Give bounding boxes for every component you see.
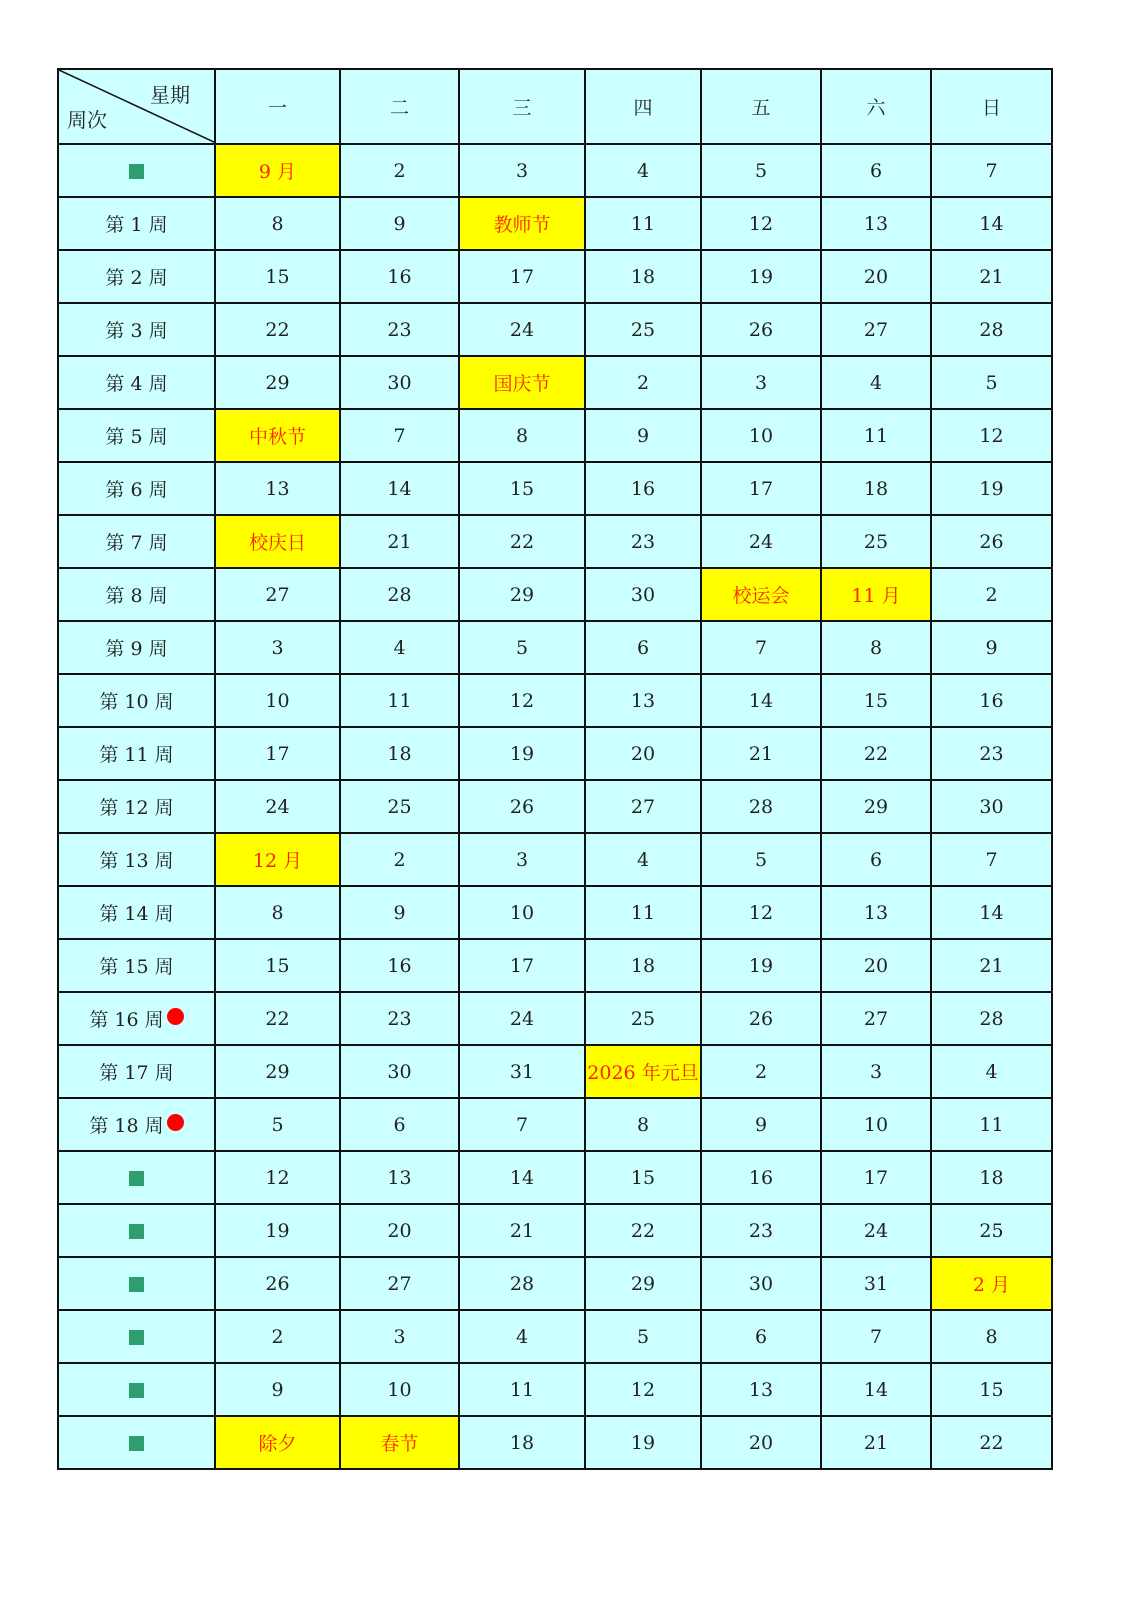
day-cell-fri: 5 — [701, 144, 821, 197]
week-label-cell — [58, 197, 215, 250]
green-square-icon — [129, 1383, 144, 1398]
day-cell-fri: 30 — [701, 1257, 821, 1310]
green-square-icon — [129, 1330, 144, 1345]
day-cell-tue: 10 — [340, 1363, 459, 1416]
day-cell-fri: 5 — [701, 833, 821, 886]
day-cell-sat: 22 — [821, 727, 931, 780]
day-cell-fri: 13 — [701, 1363, 821, 1416]
week-label: 第 12 周 — [99, 797, 174, 819]
week-row — [58, 1416, 1052, 1469]
week-label-cell — [58, 1310, 215, 1363]
day-header-fri: 五 — [701, 69, 821, 144]
day-cell-wed: 22 — [459, 515, 585, 568]
day-cell-sat: 31 — [821, 1257, 931, 1310]
week-label-cell — [58, 568, 215, 621]
week-label-cell — [58, 1416, 215, 1469]
day-cell-mon: 15 — [215, 250, 340, 303]
day-cell-sun: 14 — [931, 886, 1052, 939]
week-label-cell — [58, 462, 215, 515]
day-cell-fri: 20 — [701, 1416, 821, 1469]
day-header-tue: 二 — [340, 69, 459, 144]
week-row — [58, 674, 1052, 727]
day-cell-wed: 7 — [459, 1098, 585, 1151]
day-cell-tue: 13 — [340, 1151, 459, 1204]
day-cell-fri: 19 — [701, 250, 821, 303]
day-cell-wed: 3 — [459, 144, 585, 197]
day-cell-thu: 19 — [585, 1416, 701, 1469]
day-cell-tue: 30 — [340, 1045, 459, 1098]
day-cell-tue: 16 — [340, 250, 459, 303]
day-cell-wed: 18 — [459, 1416, 585, 1469]
day-cell-mon: 26 — [215, 1257, 340, 1310]
day-cell-mon: 29 — [215, 356, 340, 409]
day-cell-sat: 10 — [821, 1098, 931, 1151]
week-label-cell — [58, 515, 215, 568]
day-cell-sun: 30 — [931, 780, 1052, 833]
week-label-cell — [58, 780, 215, 833]
day-cell-mon: 12 — [215, 1151, 340, 1204]
highlighted-day-cell: 校庆日 — [215, 515, 340, 568]
highlighted-day-cell: 校运会 — [701, 568, 821, 621]
week-row — [58, 409, 1052, 462]
week-label-cell — [58, 1363, 215, 1416]
day-cell-sun: 15 — [931, 1363, 1052, 1416]
day-cell-wed: 17 — [459, 250, 585, 303]
week-label-cell — [58, 939, 215, 992]
highlighted-day-cell: 9 月 — [215, 144, 340, 197]
day-cell-sun: 2 — [931, 568, 1052, 621]
week-label: 第 10 周 — [99, 691, 174, 713]
week-row — [58, 992, 1052, 1045]
day-cell-thu: 8 — [585, 1098, 701, 1151]
green-square-icon — [129, 1171, 144, 1186]
day-cell-sat: 6 — [821, 833, 931, 886]
day-cell-sat: 21 — [821, 1416, 931, 1469]
day-cell-sat: 4 — [821, 356, 931, 409]
day-cell-tue: 3 — [340, 1310, 459, 1363]
day-cell-fri: 6 — [701, 1310, 821, 1363]
week-label: 第 5 周 — [105, 426, 168, 448]
day-cell-sat: 11 — [821, 409, 931, 462]
day-cell-sat: 7 — [821, 1310, 931, 1363]
day-cell-sun: 5 — [931, 356, 1052, 409]
day-cell-wed: 12 — [459, 674, 585, 727]
day-cell-sat: 29 — [821, 780, 931, 833]
day-cell-tue: 23 — [340, 303, 459, 356]
week-row — [58, 727, 1052, 780]
week-row — [58, 250, 1052, 303]
day-cell-sat: 13 — [821, 886, 931, 939]
day-cell-fri: 7 — [701, 621, 821, 674]
week-row — [58, 621, 1052, 674]
day-cell-mon: 27 — [215, 568, 340, 621]
day-cell-sun: 23 — [931, 727, 1052, 780]
day-cell-tue: 21 — [340, 515, 459, 568]
day-cell-fri: 26 — [701, 992, 821, 1045]
week-label: 第 4 周 — [105, 373, 168, 395]
header-row — [58, 69, 1052, 144]
day-header-mon: 一 — [215, 69, 340, 144]
day-cell-thu: 29 — [585, 1257, 701, 1310]
highlighted-day-cell: 春节 — [340, 1416, 459, 1469]
day-cell-thu: 16 — [585, 462, 701, 515]
week-label-cell — [58, 303, 215, 356]
day-cell-sun: 8 — [931, 1310, 1052, 1363]
day-header-thu: 四 — [585, 69, 701, 144]
green-square-icon — [129, 1436, 144, 1451]
day-cell-thu: 12 — [585, 1363, 701, 1416]
day-header-sat: 六 — [821, 69, 931, 144]
day-cell-sat: 27 — [821, 992, 931, 1045]
week-label: 第 3 周 — [105, 320, 168, 342]
red-dot-icon — [167, 1008, 184, 1025]
day-cell-wed: 8 — [459, 409, 585, 462]
day-cell-tue: 14 — [340, 462, 459, 515]
day-cell-sat: 24 — [821, 1204, 931, 1257]
day-cell-sat: 15 — [821, 674, 931, 727]
day-cell-thu: 30 — [585, 568, 701, 621]
day-cell-sat: 14 — [821, 1363, 931, 1416]
day-cell-sun: 4 — [931, 1045, 1052, 1098]
day-cell-wed: 21 — [459, 1204, 585, 1257]
week-label: 第 17 周 — [99, 1062, 174, 1084]
week-label: 第 16 周 — [89, 1009, 164, 1031]
day-cell-sat: 20 — [821, 250, 931, 303]
week-row — [58, 1204, 1052, 1257]
school-calendar-table — [57, 68, 1053, 1470]
day-cell-thu: 18 — [585, 939, 701, 992]
day-cell-mon: 24 — [215, 780, 340, 833]
week-label-cell — [58, 1151, 215, 1204]
day-cell-fri: 16 — [701, 1151, 821, 1204]
day-cell-sun: 25 — [931, 1204, 1052, 1257]
day-cell-mon: 2 — [215, 1310, 340, 1363]
week-row — [58, 1310, 1052, 1363]
day-cell-wed: 15 — [459, 462, 585, 515]
day-cell-tue: 16 — [340, 939, 459, 992]
day-cell-wed: 24 — [459, 303, 585, 356]
week-axis-label: 周次 — [67, 108, 107, 132]
week-label: 第 2 周 — [105, 267, 168, 289]
day-cell-fri: 10 — [701, 409, 821, 462]
week-row — [58, 1151, 1052, 1204]
day-cell-wed: 14 — [459, 1151, 585, 1204]
day-cell-mon: 22 — [215, 992, 340, 1045]
highlighted-day-cell: 国庆节 — [459, 356, 585, 409]
day-cell-tue: 20 — [340, 1204, 459, 1257]
day-cell-wed: 17 — [459, 939, 585, 992]
week-row — [58, 1045, 1052, 1098]
week-label-cell — [58, 409, 215, 462]
day-cell-thu: 11 — [585, 886, 701, 939]
day-cell-wed: 26 — [459, 780, 585, 833]
week-label: 第 15 周 — [99, 956, 174, 978]
week-row — [58, 833, 1052, 886]
day-cell-mon: 22 — [215, 303, 340, 356]
day-cell-sun: 19 — [931, 462, 1052, 515]
day-cell-tue: 6 — [340, 1098, 459, 1151]
week-label: 第 6 周 — [105, 479, 168, 501]
day-cell-thu: 11 — [585, 197, 701, 250]
day-cell-tue: 11 — [340, 674, 459, 727]
day-cell-tue: 28 — [340, 568, 459, 621]
week-label-cell — [58, 886, 215, 939]
day-cell-sat: 13 — [821, 197, 931, 250]
day-cell-fri: 23 — [701, 1204, 821, 1257]
day-cell-thu: 25 — [585, 303, 701, 356]
week-label: 第 11 周 — [99, 744, 174, 766]
week-label-cell — [58, 250, 215, 303]
day-cell-mon: 3 — [215, 621, 340, 674]
week-label-cell — [58, 1098, 215, 1151]
day-cell-fri: 28 — [701, 780, 821, 833]
green-square-icon — [129, 1277, 144, 1292]
day-cell-sun: 14 — [931, 197, 1052, 250]
day-cell-mon: 17 — [215, 727, 340, 780]
day-cell-fri: 26 — [701, 303, 821, 356]
week-label: 第 14 周 — [99, 903, 174, 925]
week-label-cell — [58, 674, 215, 727]
week-label-cell — [58, 356, 215, 409]
day-cell-fri: 2 — [701, 1045, 821, 1098]
day-cell-sat: 25 — [821, 515, 931, 568]
corner-header-cell — [58, 69, 215, 144]
week-label-cell — [58, 992, 215, 1045]
day-cell-tue: 27 — [340, 1257, 459, 1310]
day-cell-sun: 21 — [931, 250, 1052, 303]
week-label-cell — [58, 1257, 215, 1310]
day-cell-sat: 20 — [821, 939, 931, 992]
day-cell-sun: 12 — [931, 409, 1052, 462]
day-cell-wed: 5 — [459, 621, 585, 674]
red-dot-icon — [167, 1114, 184, 1131]
day-cell-wed: 10 — [459, 886, 585, 939]
day-cell-thu: 25 — [585, 992, 701, 1045]
day-cell-wed: 4 — [459, 1310, 585, 1363]
day-cell-tue: 25 — [340, 780, 459, 833]
day-cell-sat: 17 — [821, 1151, 931, 1204]
green-square-icon — [129, 164, 144, 179]
day-cell-sun: 18 — [931, 1151, 1052, 1204]
day-cell-fri: 19 — [701, 939, 821, 992]
week-label-cell — [58, 833, 215, 886]
day-cell-thu: 6 — [585, 621, 701, 674]
day-cell-fri: 3 — [701, 356, 821, 409]
week-label-cell — [58, 1045, 215, 1098]
day-cell-sat: 6 — [821, 144, 931, 197]
highlighted-day-cell: 除夕 — [215, 1416, 340, 1469]
week-label: 第 8 周 — [105, 585, 168, 607]
day-cell-mon: 29 — [215, 1045, 340, 1098]
day-cell-sat: 3 — [821, 1045, 931, 1098]
week-label: 第 13 周 — [99, 850, 174, 872]
day-cell-thu: 5 — [585, 1310, 701, 1363]
day-header-wed: 三 — [459, 69, 585, 144]
week-row — [58, 356, 1052, 409]
day-cell-sun: 21 — [931, 939, 1052, 992]
week-label: 第 7 周 — [105, 532, 168, 554]
day-cell-thu: 27 — [585, 780, 701, 833]
week-row — [58, 303, 1052, 356]
day-cell-thu: 2 — [585, 356, 701, 409]
day-cell-wed: 28 — [459, 1257, 585, 1310]
day-cell-thu: 22 — [585, 1204, 701, 1257]
highlighted-day-cell: 2026 年元旦 — [585, 1045, 701, 1098]
day-cell-tue: 30 — [340, 356, 459, 409]
day-cell-thu: 18 — [585, 250, 701, 303]
week-row — [58, 144, 1052, 197]
week-row — [58, 1363, 1052, 1416]
day-cell-tue: 9 — [340, 886, 459, 939]
highlighted-day-cell: 教师节 — [459, 197, 585, 250]
day-cell-fri: 17 — [701, 462, 821, 515]
week-row — [58, 1098, 1052, 1151]
day-cell-fri: 21 — [701, 727, 821, 780]
week-row — [58, 568, 1052, 621]
week-label: 第 1 周 — [105, 214, 168, 236]
day-cell-wed: 19 — [459, 727, 585, 780]
day-cell-tue: 18 — [340, 727, 459, 780]
day-cell-wed: 3 — [459, 833, 585, 886]
day-cell-thu: 4 — [585, 144, 701, 197]
week-label: 第 9 周 — [105, 638, 168, 660]
day-cell-sun: 7 — [931, 144, 1052, 197]
day-cell-sun: 7 — [931, 833, 1052, 886]
week-row — [58, 462, 1052, 515]
day-cell-mon: 5 — [215, 1098, 340, 1151]
day-cell-mon: 8 — [215, 197, 340, 250]
day-cell-fri: 12 — [701, 197, 821, 250]
day-cell-thu: 9 — [585, 409, 701, 462]
week-label-cell — [58, 727, 215, 780]
day-cell-fri: 14 — [701, 674, 821, 727]
week-label-cell — [58, 621, 215, 674]
day-cell-mon: 10 — [215, 674, 340, 727]
day-cell-sun: 28 — [931, 303, 1052, 356]
week-label-cell — [58, 1204, 215, 1257]
day-cell-wed: 29 — [459, 568, 585, 621]
day-cell-sun: 26 — [931, 515, 1052, 568]
week-row — [58, 197, 1052, 250]
week-label-cell — [58, 144, 215, 197]
day-cell-tue: 23 — [340, 992, 459, 1045]
day-cell-wed: 31 — [459, 1045, 585, 1098]
day-header-sun: 日 — [931, 69, 1052, 144]
day-cell-thu: 4 — [585, 833, 701, 886]
day-cell-mon: 9 — [215, 1363, 340, 1416]
day-cell-mon: 15 — [215, 939, 340, 992]
day-cell-fri: 9 — [701, 1098, 821, 1151]
day-cell-thu: 15 — [585, 1151, 701, 1204]
day-cell-sun: 22 — [931, 1416, 1052, 1469]
highlighted-day-cell: 12 月 — [215, 833, 340, 886]
week-row — [58, 515, 1052, 568]
day-cell-tue: 4 — [340, 621, 459, 674]
day-cell-wed: 24 — [459, 992, 585, 1045]
day-cell-wed: 11 — [459, 1363, 585, 1416]
highlighted-day-cell: 中秋节 — [215, 409, 340, 462]
day-cell-sun: 9 — [931, 621, 1052, 674]
day-cell-thu: 13 — [585, 674, 701, 727]
green-square-icon — [129, 1224, 144, 1239]
day-cell-tue: 7 — [340, 409, 459, 462]
highlighted-day-cell: 2 月 — [931, 1257, 1052, 1310]
day-cell-thu: 23 — [585, 515, 701, 568]
day-cell-mon: 13 — [215, 462, 340, 515]
day-cell-sat: 27 — [821, 303, 931, 356]
day-cell-sun: 28 — [931, 992, 1052, 1045]
day-cell-fri: 24 — [701, 515, 821, 568]
day-cell-mon: 19 — [215, 1204, 340, 1257]
week-row — [58, 1257, 1052, 1310]
day-cell-sun: 16 — [931, 674, 1052, 727]
day-cell-sat: 8 — [821, 621, 931, 674]
week-row — [58, 886, 1052, 939]
weekday-axis-label: 星期 — [150, 83, 190, 107]
week-row — [58, 939, 1052, 992]
day-cell-sat: 18 — [821, 462, 931, 515]
week-label: 第 18 周 — [89, 1115, 164, 1137]
day-cell-tue: 2 — [340, 833, 459, 886]
day-cell-tue: 9 — [340, 197, 459, 250]
day-cell-fri: 12 — [701, 886, 821, 939]
day-cell-thu: 20 — [585, 727, 701, 780]
week-row — [58, 780, 1052, 833]
highlighted-day-cell: 11 月 — [821, 568, 931, 621]
day-cell-tue: 2 — [340, 144, 459, 197]
day-cell-mon: 8 — [215, 886, 340, 939]
day-cell-sun: 11 — [931, 1098, 1052, 1151]
